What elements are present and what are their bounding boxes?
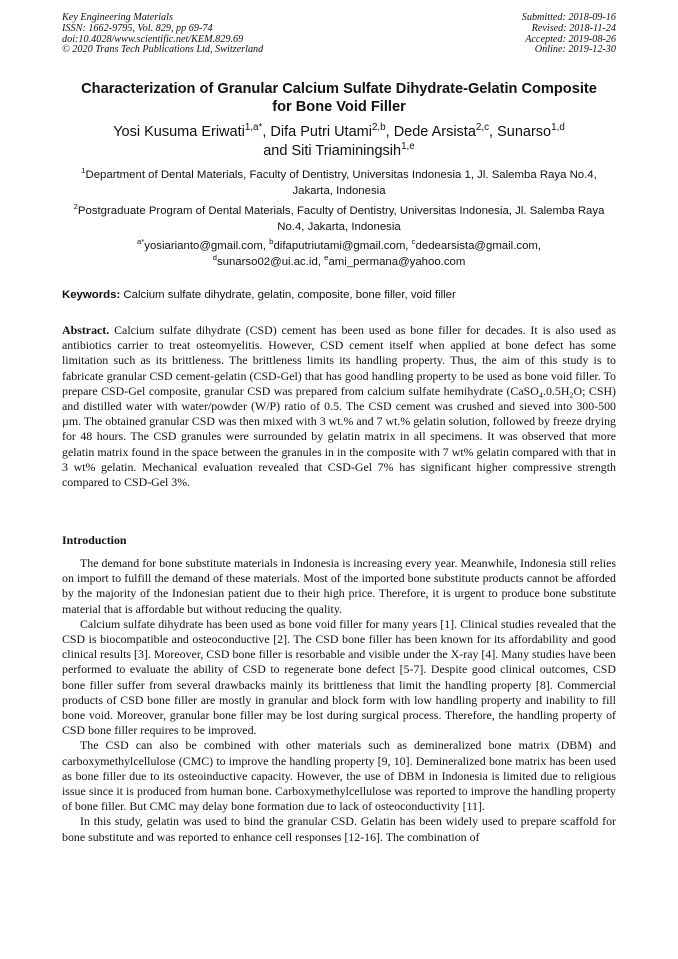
abstract <box>62 323 616 490</box>
section-heading: Introduction <box>62 533 127 547</box>
paragraph: Calcium sulfate dihydrate has been used as bone void filler for many years [1]. Clinical studies revealed that the CSD is biocompatible and osteoconductive [2]. The CSD bone filler has been known for its affordability and good clinical results [3]. Moreover, CSD bone filler is resorbable and visible under the X-ray [4]. Many studies have been performed to evaluate the ability of CSD to regenerate bone defect [5-7]. Despite good clinical outcomes, CSD bone filler suffer from several drawbacks mainly its brittleness that limit the handling property [8]. Commercial products of CSD bone filler are mostly in granular and block form with low handling property and inability to fill bone void. Moreover, granular bone filler may be lost during surgical process. Therefore, the handling property of CSD bone filler requires to be improved. <box>62 616 616 738</box>
author-affil-mark: 1,a* <box>244 122 263 134</box>
author-conjunction: and <box>263 143 288 159</box>
abstract-label: Abstract. <box>62 323 110 337</box>
affiliation-mark: 2 <box>73 202 78 212</box>
author-name: Yosi Kusuma Eriwati <box>113 124 245 140</box>
journal-name: Key Engineering Materials <box>62 12 173 23</box>
email-link[interactable]: sunarso02@ui.ac.id, <box>216 255 321 268</box>
author-affil-mark: 1,e <box>401 141 415 153</box>
date-online: Online: 2019-12-30 <box>534 44 616 56</box>
author-name: Sunarso <box>497 124 552 140</box>
keywords-text: Calcium sulfate dihydrate, gelatin, composite, bone filler, void filler <box>123 289 456 301</box>
affiliation <box>62 204 616 235</box>
email-link[interactable]: ami_permana@yahoo.com <box>328 255 466 268</box>
paragraph: The demand for bone substitute materials in Indonesia is increasing every year. Meanwhile, Indonesia still relies on import to fulfill the demand of these materials. Most of the imported bone substitute products cannot be afforded by the majority of the Indonesian patient due to their high price. Therefore, it is urgent to produce bone substitute material that is affordable but without reducing the quality. <box>62 556 616 616</box>
author-name: Siti Triaminingsih <box>291 143 402 159</box>
author-affil-mark: 2,b <box>371 122 386 134</box>
author-affil-mark: 2,c <box>475 122 490 134</box>
paragraph: In this study, gelatin was used to bind the granular CSD. Gelatin has been widely used to prepare scaffold for bone substitute and was reported to enhance cell responses [12-16]. The combination of <box>62 814 616 844</box>
email-link[interactable]: dedearsista@gmail.com, <box>415 240 542 252</box>
publication-dates <box>522 13 616 56</box>
keywords-label: Keywords: <box>62 289 121 301</box>
date-revised: Revised: 2018-11-24 <box>531 22 616 34</box>
journal-issn: ISSN: 1662-9795, Vol. 829, pp 69-74 <box>62 22 213 34</box>
email-mark: c <box>411 237 416 247</box>
journal-doi: doi:10.4028/www.scientific.net/KEM.829.69 <box>62 33 244 45</box>
email-mark: b <box>269 237 274 247</box>
email-link[interactable]: yosiarianto@gmail.com, <box>144 240 266 252</box>
author-affil-mark: 1,d <box>551 122 565 134</box>
affiliation-text: Postgraduate Program of Dental Materials, Faculty of Dentistry, Universitas Indonesia, Jl. Salemba Raya No.4, Jakarta, Indonesia <box>77 205 605 233</box>
paper-title: Characterization of Granular Calcium Sulfate Dihydrate-Gelatin Composite for Bone Void Filler <box>81 81 597 115</box>
keywords <box>62 289 616 301</box>
email-mark: a* <box>136 237 145 247</box>
email-link[interactable]: difaputriutami@gmail.com, <box>273 240 409 252</box>
date-submitted: Submitted: 2018-09-16 <box>521 12 616 23</box>
affiliation <box>62 168 616 199</box>
author-list: Yosi Kusuma Eriwati$^{1,a*}$, Difa Putri Utami$^{2,b}$, Dede Arsista$^{2,c}$, Sunarso$^{1,d}$ and Siti Triaminingsih$^{1,e}$ <box>113 122 565 159</box>
journal-copyright: © 2020 Trans Tech Publications Ltd, Switzerland <box>62 44 264 56</box>
journal-info <box>62 13 263 56</box>
paragraph: The CSD can also be combined with other materials such as demineralized bone matrix (DBM) and carboxymethylcellulose (CMC) to improve the handling property [9, 10]. Demineralized bone matrix has been used as bone filler due to its osteoinductive capacity. However, the use of DBM in Indonesia is limited due to religious issue since it is produced from human bone. Carboxymethylcellulose was reported to improve the handling property of bone filler. But CMC may delay bone formation due to lack of osteoconductivity [11]. <box>62 738 616 814</box>
author-emails <box>62 239 616 270</box>
abstract-text: Calcium sulfate dihydrate (CSD) cement has been used as bone filler for decades. It is also used as antibiotics carrier to treat osteomyelitis. However, CSD cement itself when applied at bone defect has some limitation such as its brittleness. The brittleness limits its handling property. Thus, the aim of this study is to fabricate granular CSD cement-gelatin (CSD-Gel) that has good handling property to be used as bone void filler. To prepare CSD-Gel composite, granular CSD was prepared from calcium sulfate hemihydrate (CaSO₄.0.5H₂O; CSH) and distilled water with water/powder (W/P) ratio of 0.5. The CSD cement was crushed and sieved into 300-500 µm. The obtained granular CSD was then mixed with 3 wt.% and 7 wt.% gelatin solution, followed by freeze drying for 48 hours. The CSD granules were surrounded by gelatin matrix in all specimens. It was observed that more gelatin matrix found in the space between the granules in in the composite with 7 wt% gelatin compared with that in 3 wt% gelatin. Mechanical evaluation revealed that CSD-Gel 7% has significant higher compressive strength compared to CSD-Gel 3%. <box>62 323 616 490</box>
date-accepted: Accepted: 2019-08-26 <box>525 33 616 45</box>
email-mark: e <box>324 252 329 262</box>
affiliation-text: Department of Dental Materials, Faculty of Dentistry, Universitas Indonesia 1, Jl. Salemba Raya No.4, Jakarta, Indonesia <box>85 169 597 197</box>
introduction-body <box>62 556 616 845</box>
author-name: Difa Putri Utami <box>270 124 372 140</box>
author-name: Dede Arsista <box>393 124 476 140</box>
email-mark: d <box>212 252 217 262</box>
affiliation-mark: 1 <box>81 166 86 176</box>
